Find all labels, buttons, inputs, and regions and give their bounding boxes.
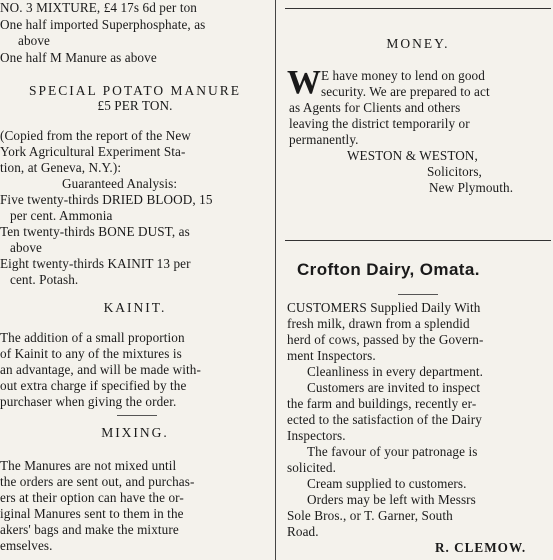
kainit-line: purchaser when giving the order. [0, 394, 177, 409]
kainit-heading: KAINIT. [103, 300, 167, 315]
dairy-line: Road. [287, 524, 319, 539]
mixture-line: One half M Manure as above [0, 50, 157, 65]
money-line: permanently. [289, 132, 359, 147]
dairy-line: CUSTOMERS Supplied Daily With [287, 300, 481, 315]
potato-line: (Copied from the report of the New [0, 128, 191, 143]
dairy-line: Orders may be left with Messrs [307, 492, 476, 507]
dairy-line: Sole Bros., or T. Garner, South [287, 508, 453, 523]
mixing-line: iginal Manures sent to them in the [0, 506, 184, 521]
mixture-line: NO. 3 MIXTURE, £4 17s 6d per ton [0, 0, 197, 15]
dairy-line: ected to the satisfaction of the Dairy [287, 412, 482, 427]
mixture-line: One half imported Superphosphate, as [0, 17, 206, 32]
potato-line: tion, at Geneva, N.Y.): [0, 160, 122, 175]
money-line: security. We are prepared to act [321, 84, 490, 99]
mixing-line: akers' bags and make the mixture [0, 522, 179, 537]
kainit-line: out extra charge if specified by the [0, 378, 187, 393]
dairy-line: solicited. [287, 460, 336, 475]
dairy-signature: R. CLEMOW. [435, 540, 527, 555]
potato-line: above [10, 240, 42, 255]
dairy-line: The favour of your patronage is [307, 444, 478, 459]
dairy-line: ment Inspectors. [287, 348, 376, 363]
mixing-line: The Manures are not mixed until [0, 458, 177, 473]
drop-cap: W [287, 64, 321, 101]
column-divider [275, 0, 276, 560]
potato-line: cent. Potash. [10, 272, 79, 287]
money-role: Solicitors, [427, 164, 482, 179]
dairy-line: Cleanliness in every department. [307, 364, 484, 379]
potato-line: York Agricultural Experiment Sta- [0, 144, 186, 159]
dairy-line: Customers are invited to inspect [307, 380, 481, 395]
section-dash [117, 415, 157, 416]
mixing-line: emselves. [0, 538, 53, 553]
money-heading: MONEY. [386, 36, 450, 51]
kainit-line: The addition of a small proportion [0, 330, 185, 345]
dairy-heading: Crofton Dairy, Omata. [297, 260, 480, 279]
money-firm: WESTON & WESTON, [347, 148, 478, 163]
money-line: E have money to lend on good [321, 68, 485, 83]
potato-manure-heading: SPECIAL POTATO MANURE [29, 83, 241, 98]
section-dash [398, 294, 438, 295]
potato-line: Guaranteed Analysis: [62, 176, 178, 191]
dairy-line: Cream supplied to customers. [307, 476, 467, 491]
potato-line: Ten twenty-thirds BONE DUST, as [0, 224, 190, 239]
money-line: leaving the district temporarily or [289, 116, 470, 131]
kainit-line: of Kainit to any of the mixtures is [0, 346, 182, 361]
potato-line: per cent. Ammonia [10, 208, 113, 223]
potato-manure-price: £5 PER TON. [97, 98, 173, 113]
mixing-heading: MIXING. [101, 425, 169, 440]
dairy-line: Inspectors. [287, 428, 346, 443]
potato-line: Eight twenty-thirds KAINIT 13 per [0, 256, 191, 271]
top-rule [285, 8, 551, 9]
mixing-line: ers at their option can have the or- [0, 490, 184, 505]
mixing-line: the orders are sent out, and purchas- [0, 474, 195, 489]
dairy-line: the farm and buildings, recently er- [287, 396, 477, 411]
mixture-line: above [18, 33, 50, 48]
dairy-line: fresh milk, drawn from a splendid [287, 316, 470, 331]
section-rule [285, 240, 551, 241]
money-place: New Plymouth. [429, 180, 514, 195]
kainit-line: an advantage, and will be made with- [0, 362, 201, 377]
potato-line: Five twenty-thirds DRIED BLOOD, 15 [0, 192, 213, 207]
dairy-line: herd of cows, passed by the Govern- [287, 332, 484, 347]
money-line: as Agents for Clients and others [289, 100, 461, 115]
